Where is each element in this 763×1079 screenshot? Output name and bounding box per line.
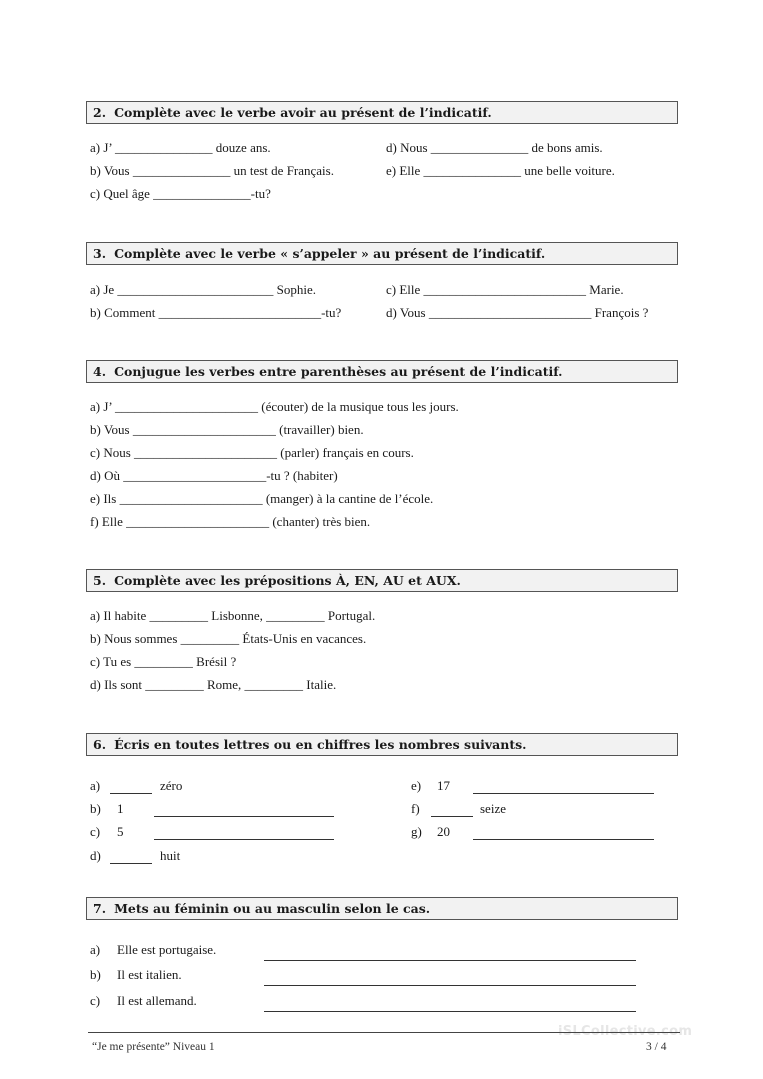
item-letter: b) bbox=[90, 801, 101, 816]
item-letter: b) bbox=[90, 967, 101, 982]
number-value: huit bbox=[160, 848, 181, 863]
answer-blank[interactable] bbox=[473, 839, 654, 840]
exercise-item: d) Où ______________________-tu ? (habiter) bbox=[90, 468, 338, 483]
number-value: seize bbox=[480, 801, 506, 816]
answer-blank[interactable] bbox=[473, 793, 654, 794]
section-title: Complète avec le verbe « s’appeler » au présent de l’indicatif. bbox=[114, 246, 546, 261]
page-number: 3 / 4 bbox=[646, 1041, 667, 1053]
section-number: 6. bbox=[93, 737, 107, 752]
section-number: 2. bbox=[93, 105, 107, 120]
footer-title: “Je me présente” Niveau 1 bbox=[92, 1041, 215, 1053]
exercise-item: a) Je ________________________ Sophie. bbox=[90, 282, 317, 297]
answer-blank[interactable] bbox=[431, 816, 473, 817]
exercise-item: b) Comment _________________________-tu? bbox=[90, 305, 342, 320]
item-letter: f) bbox=[411, 801, 420, 816]
exercise-item: e) Ils ______________________ (manger) à la cantine de l’école. bbox=[90, 491, 434, 506]
item-letter: e) bbox=[411, 778, 422, 793]
answer-line[interactable] bbox=[264, 1011, 636, 1012]
section-title: Mets au féminin ou au masculin selon le cas. bbox=[114, 901, 431, 916]
section-title: Complète avec le verbe avoir au présent de l’indicatif. bbox=[114, 105, 492, 120]
section-number: 4. bbox=[93, 364, 107, 379]
item-letter: c) bbox=[90, 824, 101, 839]
section-number: 5. bbox=[93, 573, 107, 588]
exercise-item: d) Vous _________________________ François ? bbox=[386, 305, 649, 320]
watermark: iSLCollective.com bbox=[558, 1024, 693, 1039]
section-title: Complète avec les prépositions À, EN, AU et AUX. bbox=[114, 573, 461, 588]
answer-blank[interactable] bbox=[110, 863, 152, 864]
exercise-item: f) Elle ______________________ (chanter) très bien. bbox=[90, 514, 371, 529]
number-value: 1 bbox=[117, 801, 124, 816]
section-title: Conjugue les verbes entre parenthèses au présent de l’indicatif. bbox=[114, 364, 563, 379]
number-value: zéro bbox=[160, 778, 183, 793]
number-value: 17 bbox=[437, 778, 450, 793]
exercise-item: a) J’ _______________ douze ans. bbox=[90, 140, 271, 155]
exercise-item: b) Vous ______________________ (travailler) bien. bbox=[90, 422, 364, 437]
section-7-header bbox=[86, 897, 678, 920]
answer-line[interactable] bbox=[264, 960, 636, 961]
answer-blank[interactable] bbox=[154, 839, 334, 840]
sentence: Il est allemand. bbox=[117, 993, 197, 1008]
exercise-item: c) Quel âge _______________-tu? bbox=[90, 186, 271, 201]
item-letter: d) bbox=[90, 848, 101, 863]
section-4-header bbox=[86, 360, 678, 383]
exercise-item: c) Tu es _________ Brésil ? bbox=[90, 654, 237, 669]
section-5-header bbox=[86, 569, 678, 592]
section-2-header bbox=[86, 101, 678, 124]
number-value: 5 bbox=[117, 824, 124, 839]
sentence: Il est italien. bbox=[117, 967, 182, 982]
exercise-item: a) Il habite _________ Lisbonne, _________ Portugal. bbox=[90, 608, 376, 623]
exercise-item: c) Nous ______________________ (parler) français en cours. bbox=[90, 445, 414, 460]
exercise-item: c) Elle _________________________ Marie. bbox=[386, 282, 624, 297]
section-number: 7. bbox=[93, 901, 107, 916]
exercise-item: b) Vous _______________ un test de Français. bbox=[90, 163, 334, 178]
exercise-item: d) Ils sont _________ Rome, _________ Italie. bbox=[90, 677, 337, 692]
exercise-item: b) Nous sommes _________ États-Unis en vacances. bbox=[90, 631, 367, 646]
footer-divider bbox=[88, 1032, 680, 1033]
sentence: Elle est portugaise. bbox=[117, 942, 217, 957]
item-letter: a) bbox=[90, 942, 101, 957]
section-3-header bbox=[86, 242, 678, 265]
section-title: Écris en toutes lettres ou en chiffres les nombres suivants. bbox=[114, 737, 527, 752]
exercise-item: a) J’ ______________________ (écouter) de la musique tous les jours. bbox=[90, 399, 459, 414]
answer-blank[interactable] bbox=[154, 816, 334, 817]
item-letter: c) bbox=[90, 993, 101, 1008]
answer-blank[interactable] bbox=[110, 793, 152, 794]
item-letter: a) bbox=[90, 778, 101, 793]
exercise-item: e) Elle _______________ une belle voiture. bbox=[386, 163, 615, 178]
section-number: 3. bbox=[93, 246, 107, 261]
section-6-header bbox=[86, 733, 678, 756]
exercise-item: d) Nous _______________ de bons amis. bbox=[386, 140, 603, 155]
number-value: 20 bbox=[437, 824, 450, 839]
answer-line[interactable] bbox=[264, 985, 636, 986]
item-letter: g) bbox=[411, 824, 422, 839]
